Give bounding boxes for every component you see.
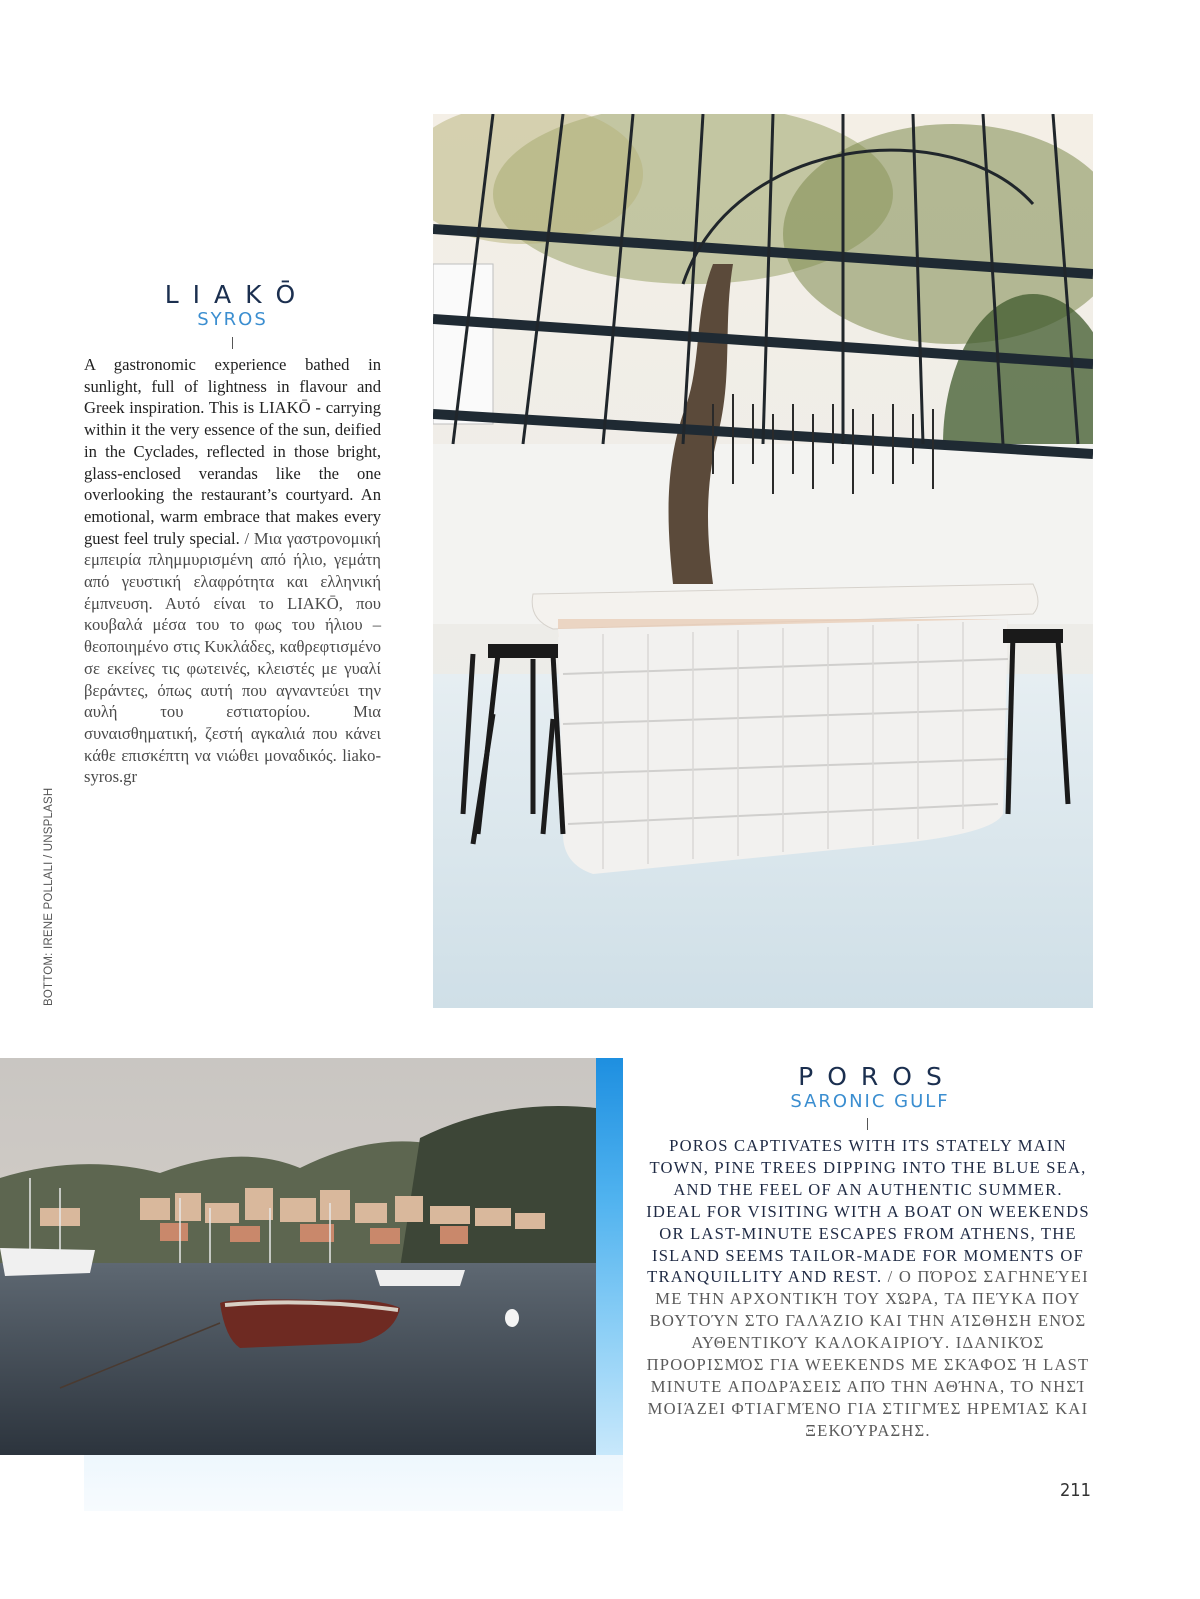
poros-divider <box>867 1118 868 1130</box>
accent-blue-bar <box>596 1058 623 1455</box>
liako-subtitle: SYROS <box>197 309 268 330</box>
liako-restaurant-photo <box>433 114 1093 1008</box>
liako-title: LIAKŌ <box>164 280 310 309</box>
liako-divider <box>232 337 233 349</box>
accent-blue-fade <box>84 1455 623 1511</box>
poros-text-english: POROS CAPTIVATES WITH ITS STATELY MAIN TOWN, PINE TREES DIPPING INTO THE BLUE SEA, AND THE FEEL OF AN AUTHENTIC SUMMER. IDEAL FOR VISITING WITH A BOAT ON WEEKENDS OR LAST-MINUTE ESCAPES FROM ATHENS, THE ISLAND SEEMS TAILOR-MADE FOR MOMENTS OF TRANQUILLITY AND REST. <box>646 1136 1090 1287</box>
liako-photo-illustration <box>433 114 1093 1008</box>
poros-body-text <box>646 1135 1090 1442</box>
liako-website-link[interactable]: liako-syros.gr <box>84 745 381 787</box>
poros-harbour-photo <box>0 1058 596 1455</box>
photo-credit: BOTTOM: IRENE POLLALI / UNSPLASH <box>43 787 55 1006</box>
liako-text-greek: / Μια γαστρονομική εμπειρία πλημμυρισμένη από ήλιο, γεμάτη από γευστική ελαφρότητα και ελληνική έμπνευση. Αυτό είναι το LIAKŌ, που κουβαλά μέσα του το φως του ήλιου – θεοποιημένο στις Κυκλάδες, καθρεφτισμένο σε εκείνες τις φωτεινές, κλειστές με γυαλί βεράντες, όπως αυτή που αγναντεύει την αυλή του εστιατορίου. Μια συναισθηματική, ζεστή αγκαλιά που κάνει κάθε επισκέπτη να νιώθει μοναδικός. <box>84 528 381 765</box>
poros-title: POROS <box>798 1062 956 1091</box>
poros-text-greek: / Ο ΠΌΡΟΣ ΣΑΓΗΝΕΎΕΙ ΜΕ ΤΗΝ ΑΡΧΟΝΤΙΚΉ ΤΟΥ ΧΏΡΑ, ΤΑ ΠΕΎΚΑ ΠΟΥ ΒΟΥΤΟΎΝ ΣΤΟ ΓΑΛΆΖΙΟ ΚΑΙ ΤΗΝ ΑΊΣΘΗΣΗ ΕΝΌΣ ΑΥΘΕΝΤΙΚΟΎ ΚΑΛΟΚΑΙΡΙΟΎ. ΙΔΑΝΙΚΌΣ ΠΡΟΟΡΙΣΜΌΣ ΓΙΑ WEEKENDS ΜΕ ΣΚΆΦΟΣ Ή LAST MINUTE ΑΠΟΔΡΆΣΕΙΣ ΑΠΌ ΤΗΝ ΑΘΉΝΑ, ΤΟ ΝΗΣΊ ΜΟΙΆΖΕΙ ΦΤΙΑΓΜΈΝΟ ΓΙΑ ΣΤΙΓΜΈΣ ΗΡΕΜΊΑΣ ΚΑΙ ΞΕΚΟΎΡΑΣΗΣ. <box>646 1267 1090 1440</box>
liako-body-text <box>84 354 381 788</box>
poros-subtitle: SARONIC GULF <box>790 1091 950 1112</box>
page-number: 211 <box>1060 1480 1091 1501</box>
poros-photo-illustration <box>0 1058 596 1455</box>
liako-text-english: A gastronomic experience bathed in sunlight, full of lightness in flavour and Greek inspiration. This is LIAKŌ - carrying within it the very essence of the sun, deified in the Cyclades, reflected in those bright, glass-enclosed verandas like the one overlooking the restaurant’s courtyard. An emotional, warm embrace that makes every guest feel truly special. <box>84 355 381 548</box>
